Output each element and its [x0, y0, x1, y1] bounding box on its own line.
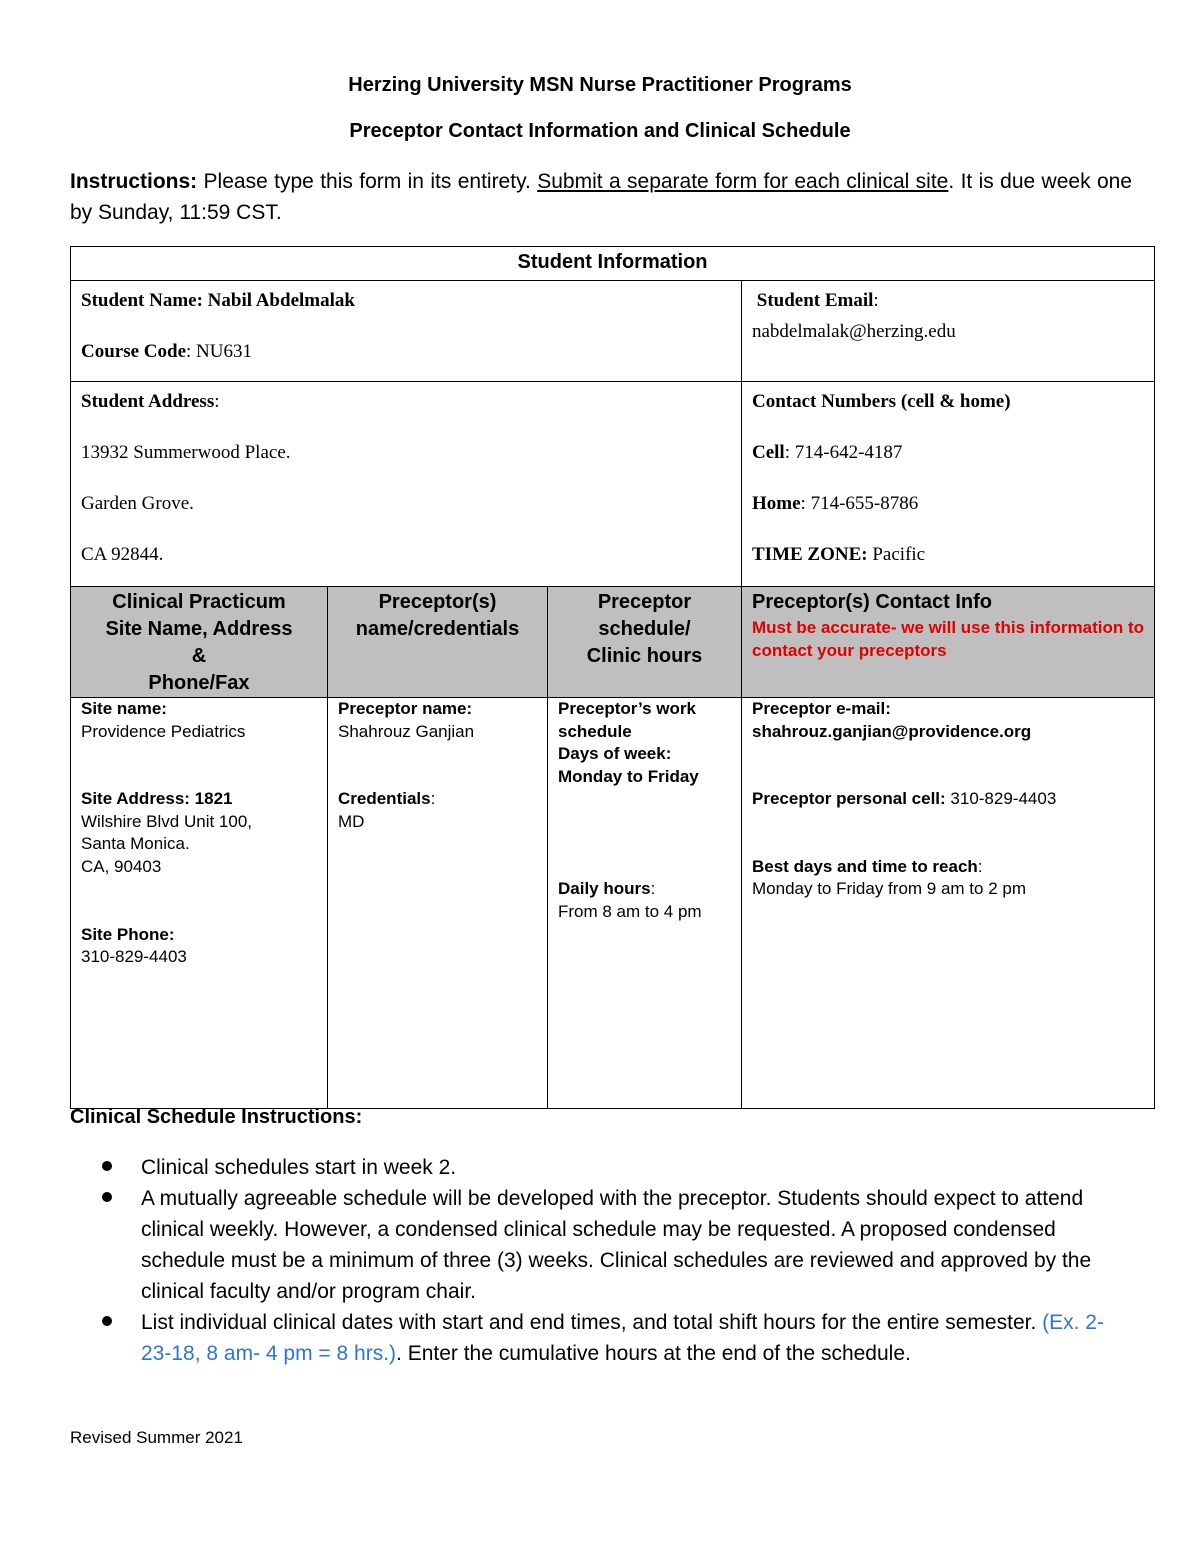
schedule-info-cell [548, 698, 742, 1109]
site-column-header [71, 587, 328, 698]
student-email-cell [742, 281, 1155, 382]
credentials-value: MD [338, 811, 365, 831]
instructions-label: Instructions: [70, 170, 198, 193]
contact-numbers-cell [742, 382, 1155, 587]
daily-hours-label: Daily hours [558, 879, 651, 899]
site-phone-value: 310-829-4403 [81, 947, 187, 967]
best-time-colon: : [977, 856, 983, 876]
bullet-icon [102, 1161, 112, 1171]
schedule-column-header [548, 587, 742, 698]
days-of-week-label: Days of week: [558, 744, 672, 764]
preceptor-email-value: shahrouz.ganjian@providence.org [752, 721, 1032, 741]
site-header-line-4: Phone/Fax [148, 672, 250, 694]
student-address-cell [71, 382, 742, 587]
address-line-1: 13932 Summerwood Place. [81, 442, 291, 463]
student-email-colon: : [873, 290, 879, 311]
instructions-text-1: Please type this form in its entirety. [197, 170, 538, 193]
schedule-header-line-3: Clinic hours [586, 645, 703, 667]
site-name-label: Site name: [81, 699, 167, 718]
student-info-header: Student Information [71, 247, 1155, 281]
bullet-example: (Ex. 2-23-18, 8 am- 4 pm = 8 hrs.) [141, 1311, 1104, 1365]
days-of-week-value: Monday to Friday [558, 766, 699, 786]
site-address-line-3: CA, 90403 [81, 856, 162, 876]
revised-footer: Revised Summer 2021 [70, 1428, 243, 1447]
preceptor-email-label: Preceptor e-mail: [752, 699, 891, 718]
schedule-header-line-2: schedule/ [598, 618, 691, 640]
best-time-value: Monday to Friday from 9 am to 2 pm [752, 879, 1026, 899]
best-time-label: Best days and time to reach [752, 856, 978, 876]
daily-hours-value: From 8 am to 4 pm [558, 901, 702, 921]
preceptor-cell-label: Preceptor personal cell: [752, 789, 946, 809]
schedule-instructions-list [70, 1152, 1132, 1369]
contact-header-title: Preceptor(s) Contact Info [752, 591, 993, 613]
document-subtitle: Preceptor Contact Information and Clinical Schedule [349, 120, 851, 142]
student-name-cell [71, 281, 742, 382]
time-zone-value: Pacific [867, 544, 926, 565]
preceptor-header-line-2: name/credentials [355, 618, 520, 640]
instructions-underlined: Submit a separate form for each clinical site [537, 170, 949, 193]
home-value: : 714-655-8786 [800, 493, 919, 514]
preceptor-info-cell [328, 698, 548, 1109]
address-line-2: Garden Grove. [81, 493, 194, 514]
bullet-text-3a: List individual clinical dates with start and end times, and total shift hours for the entire semester. [141, 1311, 1043, 1334]
cell-value: : 714-642-4187 [784, 442, 903, 463]
contact-header-note: Must be accurate- we will use this information to contact your preceptors [752, 618, 1145, 660]
list-item [70, 1152, 1132, 1183]
address-line-3: CA 92844. [81, 544, 164, 565]
home-label: Home [752, 493, 801, 514]
student-email-value: nabdelmalak@herzing.edu [752, 321, 956, 342]
site-info-cell [71, 698, 328, 1109]
preceptor-cell-value: 310-829-4403 [945, 789, 1057, 809]
course-code-label: Course Code [81, 341, 187, 362]
schedule-header-line-1: Preceptor [597, 591, 692, 613]
instructions-text-2: . It is due week one by Sunday, 11:59 CST. [70, 170, 1132, 224]
list-item [70, 1183, 1132, 1307]
bullet-text-1: Clinical schedules start in week 2. [141, 1156, 457, 1179]
site-address-line-2: Santa Monica. [81, 834, 190, 854]
student-name: Student Name: Nabil Abdelmalak [81, 290, 355, 311]
bullet-icon [102, 1316, 112, 1326]
site-header-line-2: Site Name, Address [105, 618, 293, 640]
preceptor-name-value: Shahrouz Ganjian [338, 721, 475, 741]
daily-hours-colon: : [650, 879, 656, 899]
course-code-value: : NU631 [186, 341, 253, 362]
instructions-paragraph [70, 166, 1132, 228]
work-schedule-label: Preceptor’s work schedule [558, 699, 696, 741]
site-phone-label: Site Phone: [81, 924, 175, 944]
list-item [70, 1307, 1132, 1369]
student-email-label: Student Email [756, 290, 874, 311]
bullet-text-3b: . Enter the cumulative hours at the end of the schedule. [396, 1342, 911, 1365]
contact-column-header [742, 587, 1155, 698]
site-header-line-1: Clinical Practicum [112, 591, 286, 613]
bullet-icon [102, 1192, 112, 1202]
preceptor-header-line-1: Preceptor(s) [378, 591, 497, 613]
student-address-label: Student Address [81, 391, 215, 412]
preceptor-column-header [328, 587, 548, 698]
document-title: Herzing University MSN Nurse Practitioner Programs [348, 74, 852, 96]
credentials-label: Credentials [338, 789, 431, 809]
credentials-colon: : [430, 789, 436, 809]
bullet-text-2: A mutually agreeable schedule will be developed with the preceptor. Students should expect to attend clinical weekly. However, a condensed clinical schedule may be requested. A proposed condensed schedule must be a minimum of three (3) weeks. Clinical schedules are reviewed and approved by the clinical faculty and/or program chair. [141, 1187, 1092, 1303]
contact-numbers-label: Contact Numbers (cell & home) [752, 391, 1011, 412]
student-address-colon: : [214, 391, 220, 412]
preceptor-contact-cell [742, 698, 1155, 1109]
cell-label: Cell [752, 442, 785, 463]
time-zone-label: TIME ZONE: [752, 544, 868, 565]
preceptor-form-table [70, 246, 1155, 1109]
site-address-label: Site Address: 1821 [81, 789, 233, 809]
site-address-line-1: Wilshire Blvd Unit 100, [81, 811, 253, 831]
site-header-line-3: & [191, 645, 207, 667]
schedule-instructions-title: Clinical Schedule Instructions: [70, 1106, 363, 1128]
site-name-value: Providence Pediatrics [81, 721, 246, 741]
preceptor-name-label: Preceptor name: [338, 699, 473, 718]
